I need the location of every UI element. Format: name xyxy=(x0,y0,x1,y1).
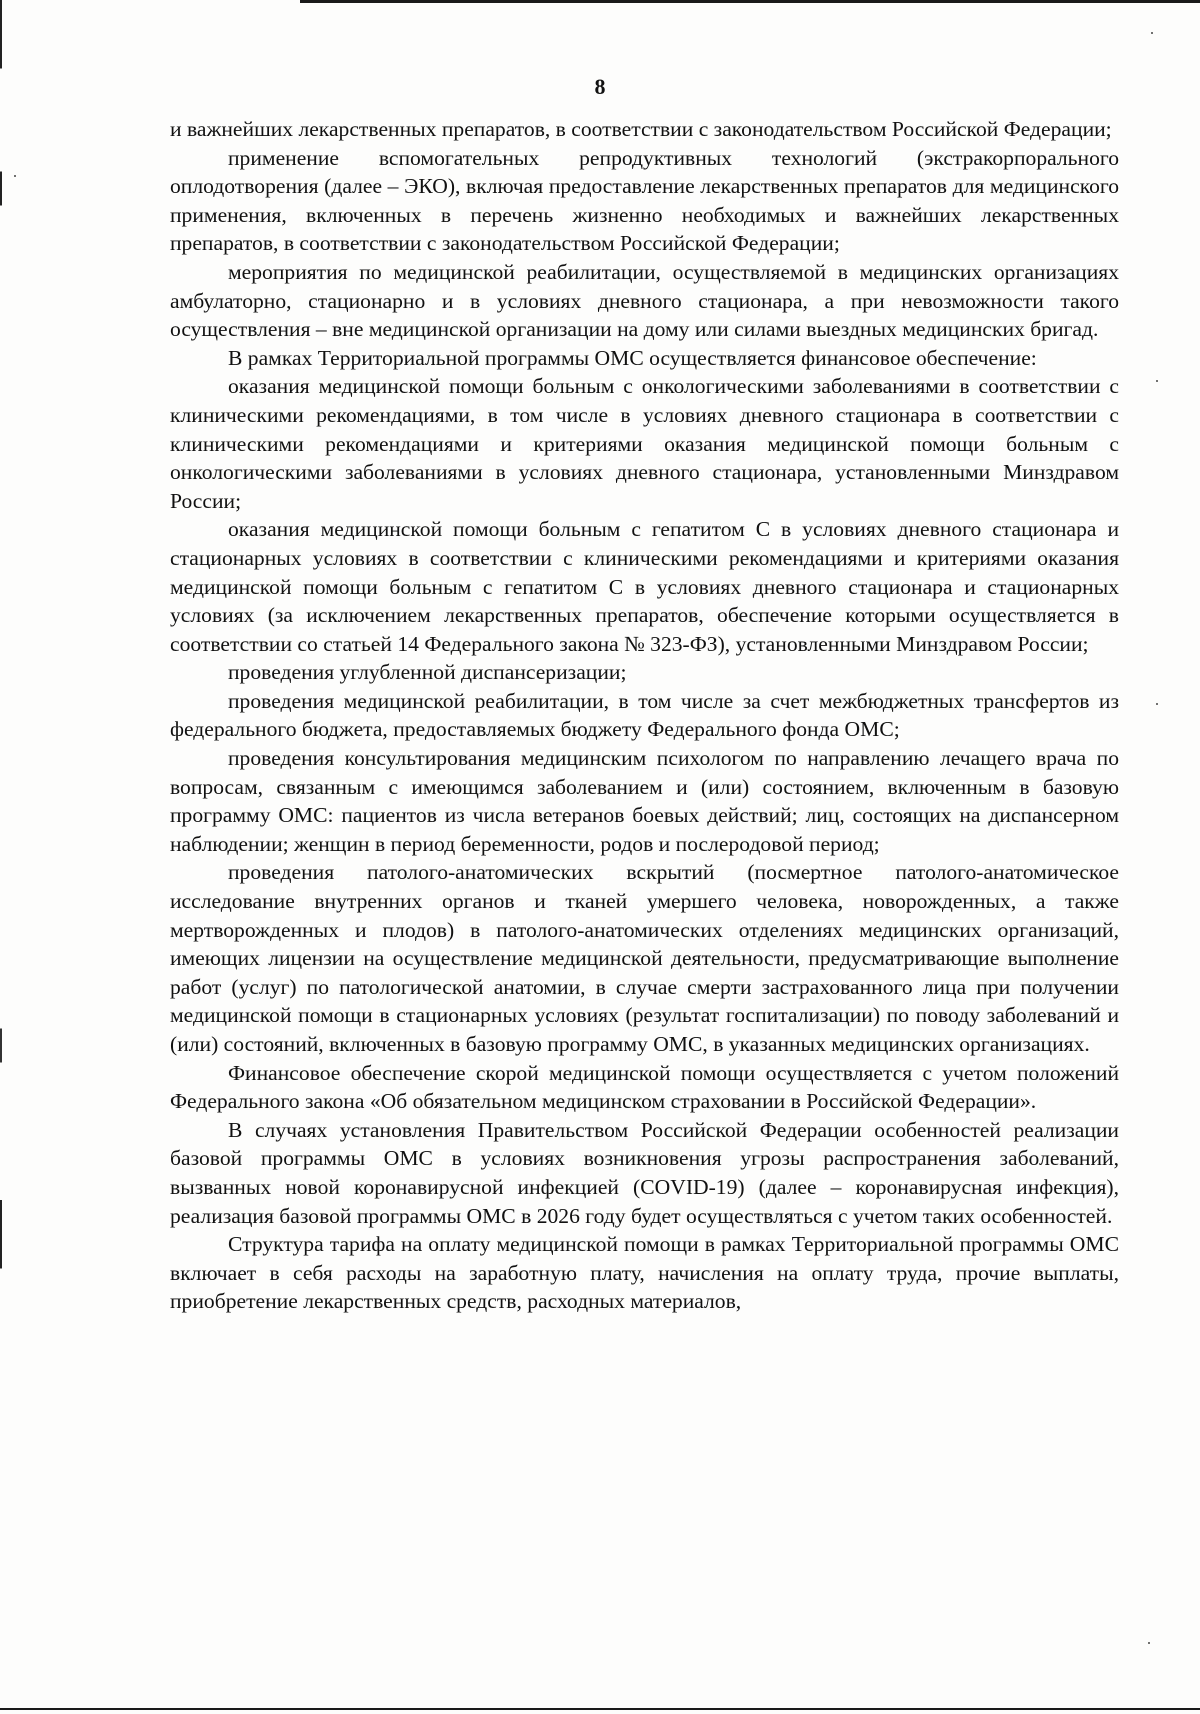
scan-edge-bottom xyxy=(0,1708,1200,1710)
scan-speck xyxy=(1156,380,1158,382)
paragraph: оказания медицинской помощи больным с онкологическими заболеваниями в соответствии с клиническими рекомендациями, в том числе в условиях дневного стационара в соответствии с клиническими рекомендациями и критериями оказания медицинской помощи больным с онкологическими заболеваниями в условиях дневного стационара, установленными Минздравом России; xyxy=(170,374,1119,513)
scan-edge-top xyxy=(300,0,1200,3)
paragraph: проведения консультирования медицинским психологом по направлению лечащего врача по вопросам, связанным с имеющимся заболеванием и (или) состоянием, включенным в базовую программу ОМС: пациентов из числа ветеранов боевых действий; лиц, состоящих на диспансерном наблюдении; женщин в период беременности, родов и послеродовой период; xyxy=(170,746,1119,856)
paragraph: В случаях установления Правительством Российской Федерации особенностей реализации базовой программы ОМС в условиях возникновения угрозы распространения заболеваний, вызванных новой коронавирусной инфекцией (COVID-19) (далее – коронавирусная инфекция), реализация базовой программы ОМС в 2026 году будет осуществляться с учетом таких особенностей. xyxy=(170,1117,1119,1228)
scan-speck xyxy=(14,175,16,177)
paragraph: В рамках Территориальной программы ОМС осуществляется финансовое обеспечение: xyxy=(228,345,1037,370)
paragraph: проведения углубленной диспансеризации; xyxy=(228,660,627,685)
paragraph: проведения патолого-анатомических вскрытий (посмертное патолого-анатомическое исследование внутренних органов и тканей умершего человека, новорожденных, а также мертворожденных и плодов) в патолого-анатомических отделениях медицинских организаций, имеющих лицензии на осуществление медицинской деятельности, предусматривающие выполнение работ (услуг) по патологической анатомии, в случае смерти застрахованного лица при получении медицинской помощи в стационарных условиях (результат госпитализации) по поводу заболеваний и (или) состояний, включенных в базовую программу ОМС, в указанных медицинских организациях. xyxy=(170,860,1119,1056)
paragraph: проведения медицинской реабилитации, в том числе за счет межбюджетных трансфертов из федерального бюджета, предоставляемых бюджету Федерального фонда ОМС; xyxy=(170,688,1119,742)
paragraph: оказания медицинской помощи больным с гепатитом С в условиях дневного стационара и стационарных условиях в соответствии с клиническими рекомендациями и критериями оказания медицинской помощи больным с гепатитом С в условиях дневного стационара и стационарных условиях (за исключением лекарственных препаратов, обеспечение которыми осуществляется в соответствии со статьей 14 Федерального закона № 323-ФЗ), установленными Минздравом России; xyxy=(170,517,1119,656)
scan-speck xyxy=(1151,32,1153,34)
scan-speck xyxy=(1156,703,1158,705)
paragraph: Структура тарифа на оплату медицинской помощи в рамках Территориальной программы ОМС включает в себя расходы на заработную плату, начисления на оплату труда, прочие выплаты, приобретение лекарственных средств, расходных материалов, xyxy=(170,1232,1119,1314)
paragraph: Финансовое обеспечение скорой медицинской помощи осуществляется с учетом положений Федерального закона «Об обязательном медицинском страховании в Российской Федерации». xyxy=(170,1060,1119,1114)
page-number: 8 xyxy=(594,74,606,99)
scan-edge-left xyxy=(0,0,2,1714)
body-text xyxy=(170,115,1119,1316)
scan-speck xyxy=(1148,1642,1150,1644)
paragraph: применение вспомогательных репродуктивных технологий (экстракорпорального оплодотворения (далее – ЭКО), включая предоставление лекарственных препаратов для медицинского применения, включенных в перечень жизненно необходимых и важнейших лекарственных препаратов, в соответствии с законодательством Российской Федерации; xyxy=(170,145,1119,256)
paragraph: и важнейших лекарственных препаратов, в соответствии с законодательством Российской Федерации; xyxy=(170,117,1112,141)
paragraph: мероприятия по медицинской реабилитации, осуществляемой в медицинских организациях амбулаторно, стационарно и в условиях дневного стационара, а при невозможности такого осуществления – вне медицинской организации на дому или силами выездных медицинских бригад. xyxy=(170,259,1119,342)
